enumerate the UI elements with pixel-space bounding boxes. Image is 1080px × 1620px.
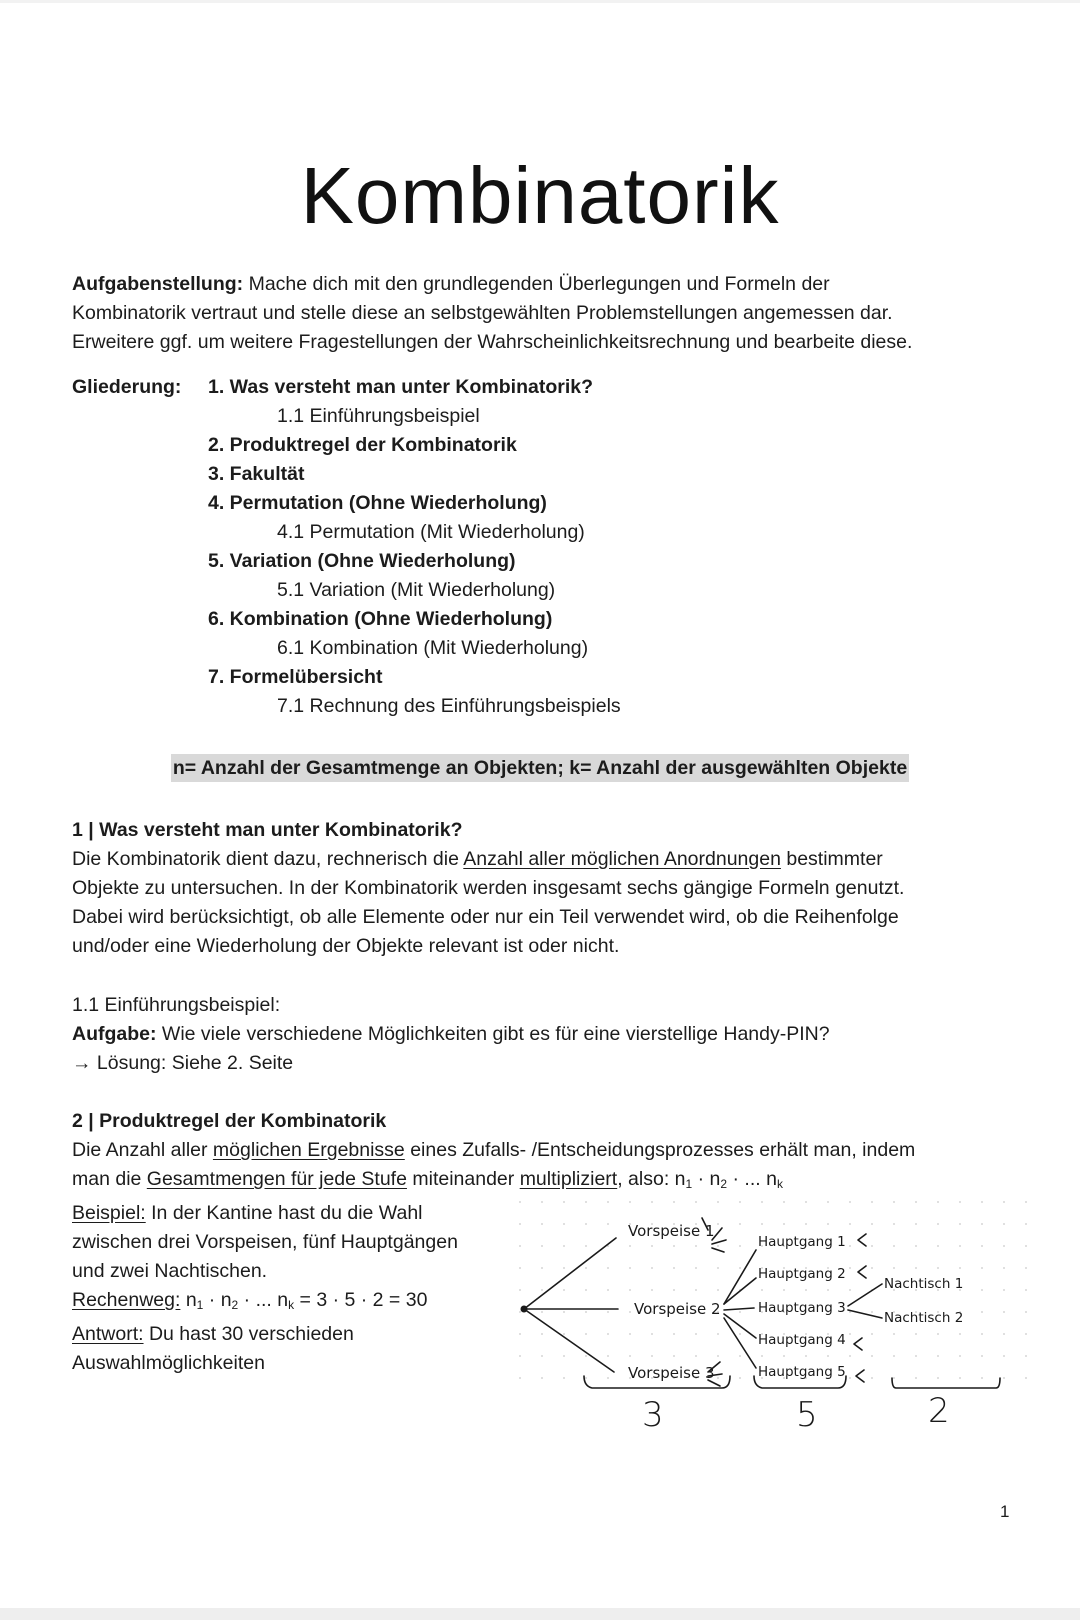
toc-label: Gliederung: xyxy=(72,376,182,398)
s2-sub3: k xyxy=(776,1177,783,1191)
section-1 xyxy=(72,816,1032,961)
s2-l2-underlined-1: Gesamtmengen für jede Stufe xyxy=(146,1168,407,1190)
calc-c: · ... n xyxy=(238,1289,289,1311)
calc-sub2: 2 xyxy=(231,1298,239,1312)
s2-l2c: , also: n xyxy=(617,1168,686,1190)
top-edge xyxy=(0,0,1080,3)
document-title: Kombinatorik xyxy=(300,151,780,240)
calc-sub1: 1 xyxy=(196,1298,204,1312)
solution-hint: → Lösung: Siehe 2. Seite xyxy=(72,1052,294,1074)
toc-subitem: 6.1 Kombination (Mit Wiederholung) xyxy=(277,637,589,659)
calc-label: Rechenweg: xyxy=(72,1289,181,1311)
definition-banner xyxy=(0,754,1080,782)
toc-item: 3. Fakultät xyxy=(208,463,305,485)
aufgabe-text: Wie viele verschiedene Möglichkeiten gibt es für eine vierstellige Handy-PIN? xyxy=(156,1023,830,1045)
calc-b: · n xyxy=(203,1289,232,1311)
example-line-2: zwischen drei Vorspeisen, fünf Hauptgängen xyxy=(72,1231,458,1253)
dessert-1-label: Nachtisch 1 xyxy=(884,1276,964,1292)
page-number: 1 xyxy=(1000,1502,1010,1521)
main-4-label: Hauptgang 4 xyxy=(758,1332,846,1348)
toc-subitem: 5.1 Variation (Mit Wiederholung) xyxy=(277,579,556,601)
dessert-2-label: Nachtisch 2 xyxy=(884,1310,964,1326)
s2-sub2: 2 xyxy=(720,1177,728,1191)
section-1-1-heading: 1.1 Einführungsbeispiel: xyxy=(72,994,281,1016)
section-1-1 xyxy=(72,991,1032,1078)
task-line-1: Mache dich mit den grundlegenden Überlegungen und Formeln der xyxy=(243,273,830,295)
toc-subitem: 7.1 Rechnung des Einführungsbeispiels xyxy=(277,695,621,717)
calc-a: n xyxy=(180,1289,197,1311)
toc-subitem: 4.1 Permutation (Mit Wiederholung) xyxy=(277,521,585,543)
toc-item: 1. Was versteht man unter Kombinatorik? xyxy=(208,376,594,398)
task-line-3: Erweitere ggf. um weitere Fragestellungen der Wahrscheinlichkeitsrechnung und bearbeite diese. xyxy=(72,331,913,353)
s1-line4: und/oder eine Wiederholung der Objekte relevant ist oder nicht. xyxy=(72,935,620,957)
definition-highlight: n= Anzahl der Gesamtmenge an Objekten; k= Anzahl der ausgewählten Objekte xyxy=(171,754,909,782)
s2-sub1: 1 xyxy=(685,1177,693,1191)
toc-item: 5. Variation (Ohne Wiederholung) xyxy=(208,550,516,572)
answer-label: Antwort: xyxy=(72,1323,144,1345)
task-line-2: Kombinatorik vertraut und stelle diese an selbstgewählten Problemstellungen angemessen dar. xyxy=(72,302,893,324)
s2-l2b: miteinander xyxy=(406,1168,520,1190)
main-2-label: Hauptgang 2 xyxy=(758,1266,846,1282)
main-1-label: Hauptgang 1 xyxy=(758,1234,846,1250)
toc-subitem: 1.1 Einführungsbeispiel xyxy=(277,405,480,427)
main-3-label: Hauptgang 3 xyxy=(758,1300,846,1316)
starter-2-label: Vorspeise 2 xyxy=(634,1300,721,1318)
s1-line3: Dabei wird berücksichtigt, ob alle Elemente oder nur ein Teil verwendet wird, ob die Reihenfolge xyxy=(72,906,899,928)
example-line-3: und zwei Nachtischen. xyxy=(72,1260,268,1282)
s1-line1-underlined: Anzahl aller möglichen Anordnungen xyxy=(463,848,781,870)
s2-l2-underlined-2: multipliziert xyxy=(519,1168,618,1190)
stage-counts xyxy=(642,1391,950,1435)
s2-l2d: · n xyxy=(692,1168,721,1190)
s1-line2: Objekte zu untersuchen. In der Kombinatorik werden insgesamt sechs gängige Formeln genutzt. xyxy=(72,877,905,899)
answer-line-1: Du hast 30 verschieden xyxy=(143,1323,354,1345)
answer-line-2: Auswahlmöglichkeiten xyxy=(72,1352,265,1374)
s2-l2a: man die xyxy=(72,1168,147,1190)
count-mains: 5 xyxy=(796,1395,818,1435)
s1-line1a: Die Kombinatorik dient dazu, rechnerisch die xyxy=(72,848,464,870)
section-2-heading: 2 | Produktregel der Kombinatorik xyxy=(72,1110,387,1132)
s2-l2e: · ... n xyxy=(727,1168,777,1190)
toc-item: 2. Produktregel der Kombinatorik xyxy=(208,434,517,456)
count-starters: 3 xyxy=(642,1395,664,1435)
example-label: Beispiel: xyxy=(72,1202,146,1224)
starter-3-label: Vorspeise 3 xyxy=(628,1364,715,1382)
tree-root-dot xyxy=(521,1306,528,1313)
s2-l1a: Die Anzahl aller xyxy=(72,1139,213,1161)
section-1-heading: 1 | Was versteht man unter Kombinatorik? xyxy=(72,819,463,841)
toc-item: 4. Permutation (Ohne Wiederholung) xyxy=(208,492,547,514)
task-paragraph xyxy=(72,270,1032,357)
toc-item: 7. Formelübersicht xyxy=(208,666,383,688)
bottom-edge xyxy=(0,1608,1080,1620)
s2-l1-underlined: möglichen Ergebnisse xyxy=(212,1139,405,1161)
aufgabe-label: Aufgabe: xyxy=(72,1023,157,1045)
starter-1-label: Vorspeise 1 xyxy=(628,1222,715,1240)
example-line-1: In der Kantine hast du die Wahl xyxy=(145,1202,423,1224)
s2-l1b: eines Zufalls- /Entscheidungsprozesses erhält man, indem xyxy=(404,1139,916,1161)
calc-sub3: k xyxy=(288,1298,295,1312)
calc-d: = 3 · 5 · 2 = 30 xyxy=(294,1289,428,1311)
tree-diagram xyxy=(518,1200,1030,1440)
table-of-contents xyxy=(208,373,621,721)
s1-line1b: bestimmter xyxy=(780,848,883,870)
toc-item: 6. Kombination (Ohne Wiederholung) xyxy=(208,608,553,630)
main-5-label: Hauptgang 5 xyxy=(758,1364,846,1380)
task-label: Aufgabenstellung: xyxy=(72,273,244,295)
count-desserts: 2 xyxy=(928,1391,950,1431)
